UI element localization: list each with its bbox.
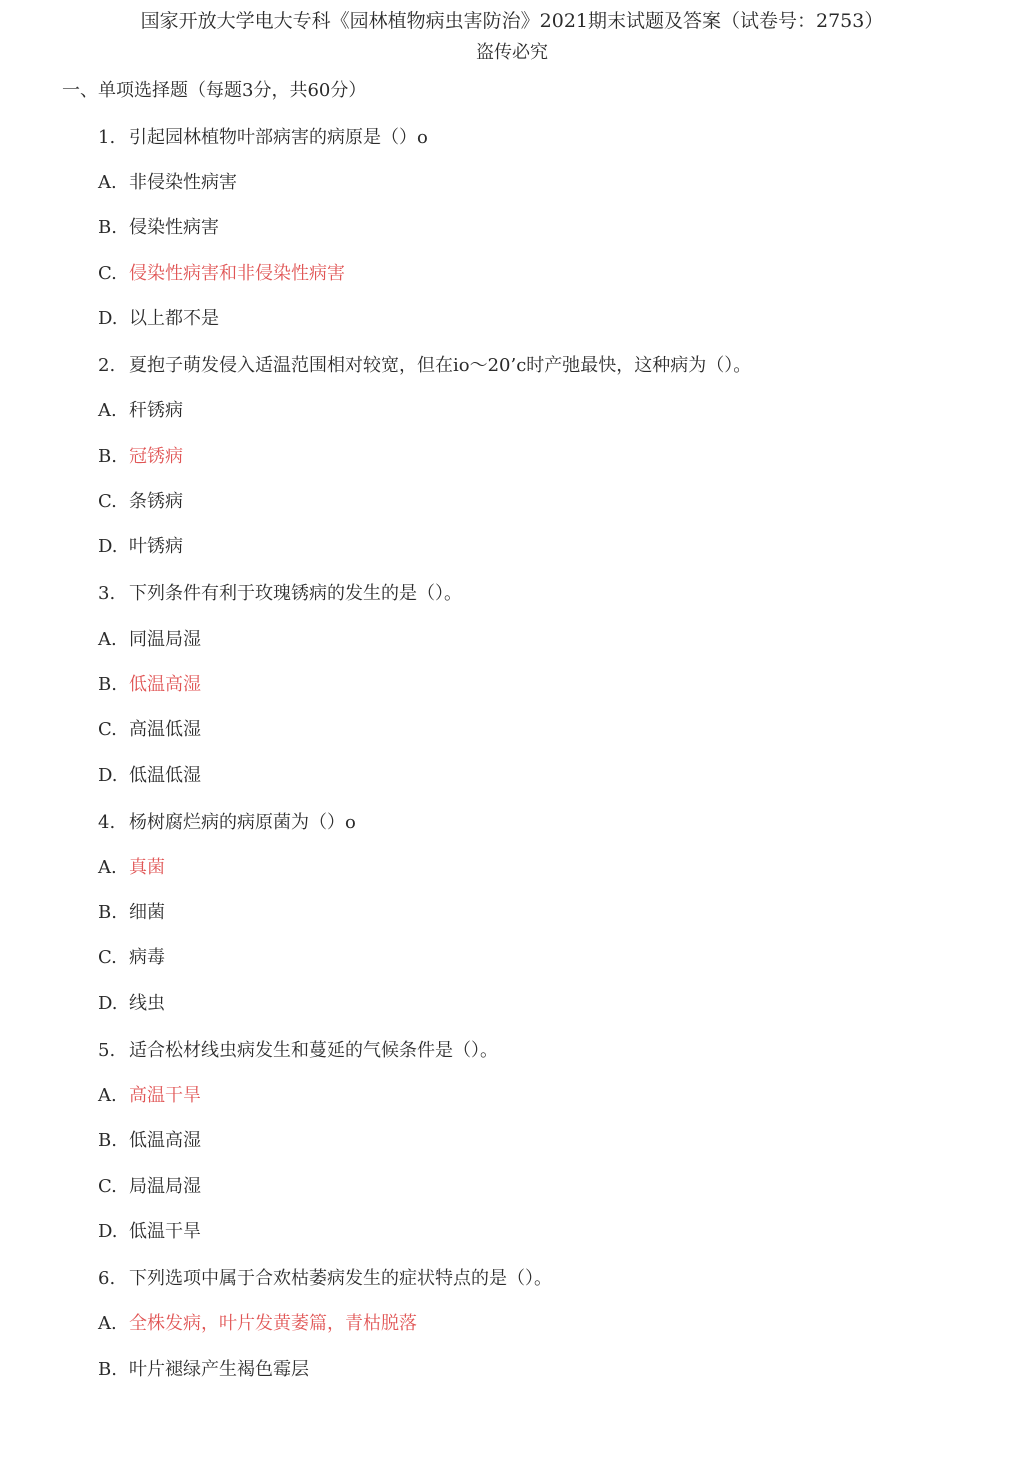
question-text: 下列条件有利于玫瑰锈病的发生的是（）。 [129, 583, 462, 604]
question-1: 1. 引起园林植物叶部病害的病原是（）o [98, 127, 428, 148]
option-3b: B. 低温高湿 [98, 674, 201, 695]
option-6a: A. 全株发病，叶片发黄萎篇，青枯脱落 [98, 1313, 417, 1334]
option-text: 低温高湿 [129, 1130, 201, 1151]
correct-answer-text: 冠锈病 [129, 446, 183, 467]
option-2d: D. 叶锈病 [98, 536, 183, 557]
option-6b: B. 叶片褪绿产生褐色霉层 [98, 1359, 309, 1380]
option-text: 叶锈病 [129, 536, 183, 557]
option-1c: C. 侵染性病害和非侵染性病害 [98, 263, 345, 284]
option-5d: D. 低温干旱 [98, 1221, 201, 1242]
question-5: 5. 适合松材线虫病发生和蔓延的气候条件是（）。 [98, 1040, 498, 1061]
option-text: 同温局湿 [129, 629, 201, 650]
section-heading: 一、单项选择题（每题3分，共60分） [62, 80, 367, 101]
option-1b: B. 侵染性病害 [98, 217, 219, 238]
option-text: 高温低湿 [129, 719, 201, 740]
option-5a: A. 高温干旱 [98, 1085, 201, 1106]
option-4d: D. 线虫 [98, 993, 165, 1014]
option-text: 秆锈病 [129, 400, 183, 421]
option-text: 非侵染性病害 [129, 172, 237, 193]
question-text: 夏抱子萌发侵入适温范围相对较宽，但在io～20’c时产弛最快，这种病为（）。 [129, 355, 752, 376]
correct-answer-text: 低温高湿 [129, 674, 201, 695]
option-1a: A. 非侵染性病害 [98, 172, 237, 193]
document-subtitle: 盗传必究 [476, 42, 548, 63]
correct-answer-text: 高温干旱 [129, 1085, 201, 1106]
option-4c: C. 病毒 [98, 947, 165, 968]
option-3a: A. 同温局湿 [98, 629, 201, 650]
option-text: 线虫 [129, 993, 165, 1014]
question-text: 杨树腐烂病的病原菌为（）o [129, 812, 356, 833]
option-4b: B. 细菌 [98, 902, 165, 923]
option-text: 侵染性病害 [129, 217, 219, 238]
option-4a: A. 真菌 [98, 857, 165, 878]
correct-answer-text: 侵染性病害和非侵染性病害 [129, 263, 345, 284]
option-2b: B. 冠锈病 [98, 446, 183, 467]
option-text: 低温低湿 [129, 765, 201, 786]
option-2c: C. 条锈病 [98, 491, 183, 512]
question-text: 适合松材线虫病发生和蔓延的气候条件是（）。 [129, 1040, 498, 1061]
option-text: 低温干旱 [129, 1221, 201, 1242]
question-4: 4. 杨树腐烂病的病原菌为（）o [98, 812, 356, 833]
option-text: 局温局湿 [129, 1176, 201, 1197]
option-3c: C. 高温低湿 [98, 719, 201, 740]
option-5b: B. 低温高湿 [98, 1130, 201, 1151]
option-text: 条锈病 [129, 491, 183, 512]
option-text: 以上都不是 [129, 308, 219, 329]
option-3d: D. 低温低湿 [98, 765, 201, 786]
option-2a: A. 秆锈病 [98, 400, 183, 421]
document-title: 国家开放大学电大专科《园林植物病虫害防治》2021期末试题及答案（试卷号：2753） [140, 10, 884, 32]
correct-answer-text: 全株发病，叶片发黄萎篇，青枯脱落 [129, 1313, 417, 1334]
option-text: 细菌 [129, 902, 165, 923]
question-text: 下列选项中属于合欢枯萎病发生的症状特点的是（）。 [129, 1268, 552, 1289]
option-text: 叶片褪绿产生褐色霉层 [129, 1359, 309, 1380]
question-3: 3. 下列条件有利于玫瑰锈病的发生的是（）。 [98, 583, 462, 604]
option-1d: D. 以上都不是 [98, 308, 219, 329]
option-5c: C. 局温局湿 [98, 1176, 201, 1197]
question-text: 引起园林植物叶部病害的病原是（）o [129, 127, 428, 148]
correct-answer-text: 真菌 [129, 857, 165, 878]
option-text: 病毒 [129, 947, 165, 968]
question-2: 2. 夏抱子萌发侵入适温范围相对较宽，但在io～20’c时产弛最快，这种病为（）。 [98, 355, 752, 376]
question-6: 6. 下列选项中属于合欢枯萎病发生的症状特点的是（）。 [98, 1268, 552, 1289]
